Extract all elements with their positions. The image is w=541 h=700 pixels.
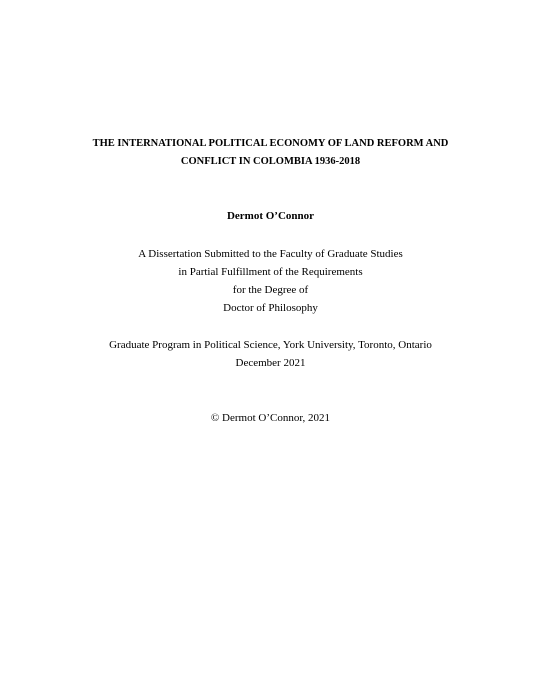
submission-statement-line-3: for the Degree of [232, 284, 309, 296]
copyright-notice: © Dermot O’Connor, 2021 [210, 412, 331, 424]
author-name: Dermot O’Connor [226, 210, 315, 222]
graduate-program: Graduate Program in Political Science, York University, Toronto, Ontario [109, 339, 432, 351]
dissertation-title-line-2: CONFLICT IN COLOMBIA 1936-2018 [180, 156, 361, 167]
dissertation-title-line-1: THE INTERNATIONAL POLITICAL ECONOMY OF LAND REFORM AND [92, 138, 449, 149]
submission-date: December 2021 [235, 357, 306, 369]
submission-statement-line-2: in Partial Fulfillment of the Requirements [178, 266, 363, 278]
degree-name: Doctor of Philosophy [223, 302, 318, 314]
submission-statement-line-1: A Dissertation Submitted to the Faculty of Graduate Studies [138, 248, 403, 260]
